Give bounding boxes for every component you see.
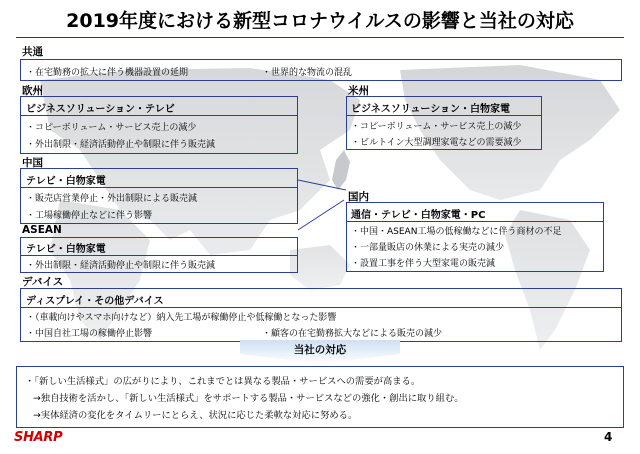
asean-head-rule xyxy=(21,255,297,256)
europe-item-1: ・コピーボリューム・サービス売上の減少 xyxy=(26,123,197,133)
devices-head: ディスプレイ・その他デバイス xyxy=(26,296,164,307)
page-title: 2019年度における新型コロナウイルスの影響と当社の対応 xyxy=(66,10,574,32)
asean-item-1: ・外出制限・経済活動停止や制限に伴う販売減 xyxy=(26,261,216,271)
europe-item-2: ・外出制限・経済活動停止や制限に伴う販売減 xyxy=(26,140,216,150)
usa-head-rule xyxy=(347,115,541,116)
japan-box xyxy=(346,202,604,272)
response-banner: 当社の対応 xyxy=(293,344,347,356)
japan-shape xyxy=(332,150,350,190)
japan-item-3: ・設置工事を伴う大型家電の販売減 xyxy=(351,259,496,269)
sharp-logo: SHARP xyxy=(14,430,63,445)
response-line-2: →独自技術を活かし、「新しい生活様式」をサポートする製品・サービスなどの強化・創出に取り組む。 xyxy=(33,393,464,404)
china-head: テレビ・白物家電 xyxy=(26,176,106,187)
response-line-3: →実体経済の変化をタイムリーにとらえ、状況に応じた柔軟な対応に努める。 xyxy=(33,410,358,421)
usa-item-2: ・ビルトイン大型調理家電などの需要減少 xyxy=(351,138,522,148)
china-item-2: ・工場稼働停止などに伴う影響 xyxy=(26,211,153,221)
usa-item-1: ・コピーボリューム・サービス売上の減少 xyxy=(351,122,522,132)
page-number: 4 xyxy=(604,430,613,444)
common-label: 共通 xyxy=(22,46,43,58)
response-line-1: ・「新しい生活様式」の広がりにより、これまでとは異なる製品・サービスへの需要が高まる。 xyxy=(25,376,421,387)
common-item-1: ・在宅勤務の拡大に伴う機器設置の延期 xyxy=(26,68,189,78)
response-box xyxy=(16,366,624,428)
japan-item-1: ・中国・ASEAN工場の低稼働などに伴う商材の不足 xyxy=(351,227,562,237)
devices-head-rule xyxy=(21,307,621,308)
oceania-shape xyxy=(290,245,350,290)
china-head-rule xyxy=(21,187,297,188)
usa-box xyxy=(346,96,542,150)
europe-box xyxy=(20,96,298,154)
japan-head-rule xyxy=(347,221,603,222)
devices-item-2: ・中国自社工場の稼働停止影響 xyxy=(26,329,153,339)
japan-item-2: ・一部量販店の休業による実売の減少 xyxy=(351,243,505,253)
japan-label: 国内 xyxy=(348,191,369,203)
asean-box xyxy=(20,237,298,273)
common-item-2: ・世界的な物流の混乱 xyxy=(262,68,353,78)
europe-head-rule xyxy=(21,115,297,116)
devices-item-1: ・（車載向けやスマホ向けなど）納入先工場が稼働停止や低稼働となった影響 xyxy=(26,313,337,323)
usa-label: 米州 xyxy=(348,85,369,97)
japan-head: 通信・テレビ・白物家電・PC xyxy=(351,210,486,221)
asean-head: テレビ・白物家電 xyxy=(26,244,106,255)
europe-head: ビジネスソリューション・テレビ xyxy=(26,104,175,115)
asean-label: ASEAN xyxy=(22,224,62,236)
china-box xyxy=(20,168,298,224)
devices-box xyxy=(20,288,622,342)
usa-head: ビジネスソリューション・白物家電 xyxy=(351,104,510,115)
europe-label: 欧州 xyxy=(22,85,43,97)
devices-label: デバイス xyxy=(22,276,64,288)
china-item-1: ・販売店営業停止・外出制限による販売減 xyxy=(26,194,198,204)
china-label: 中国 xyxy=(22,157,43,169)
devices-item-3: ・顧客の在宅勤務拡大などによる販売の減少 xyxy=(262,329,443,339)
common-box xyxy=(20,59,622,81)
title-underline xyxy=(16,37,624,38)
